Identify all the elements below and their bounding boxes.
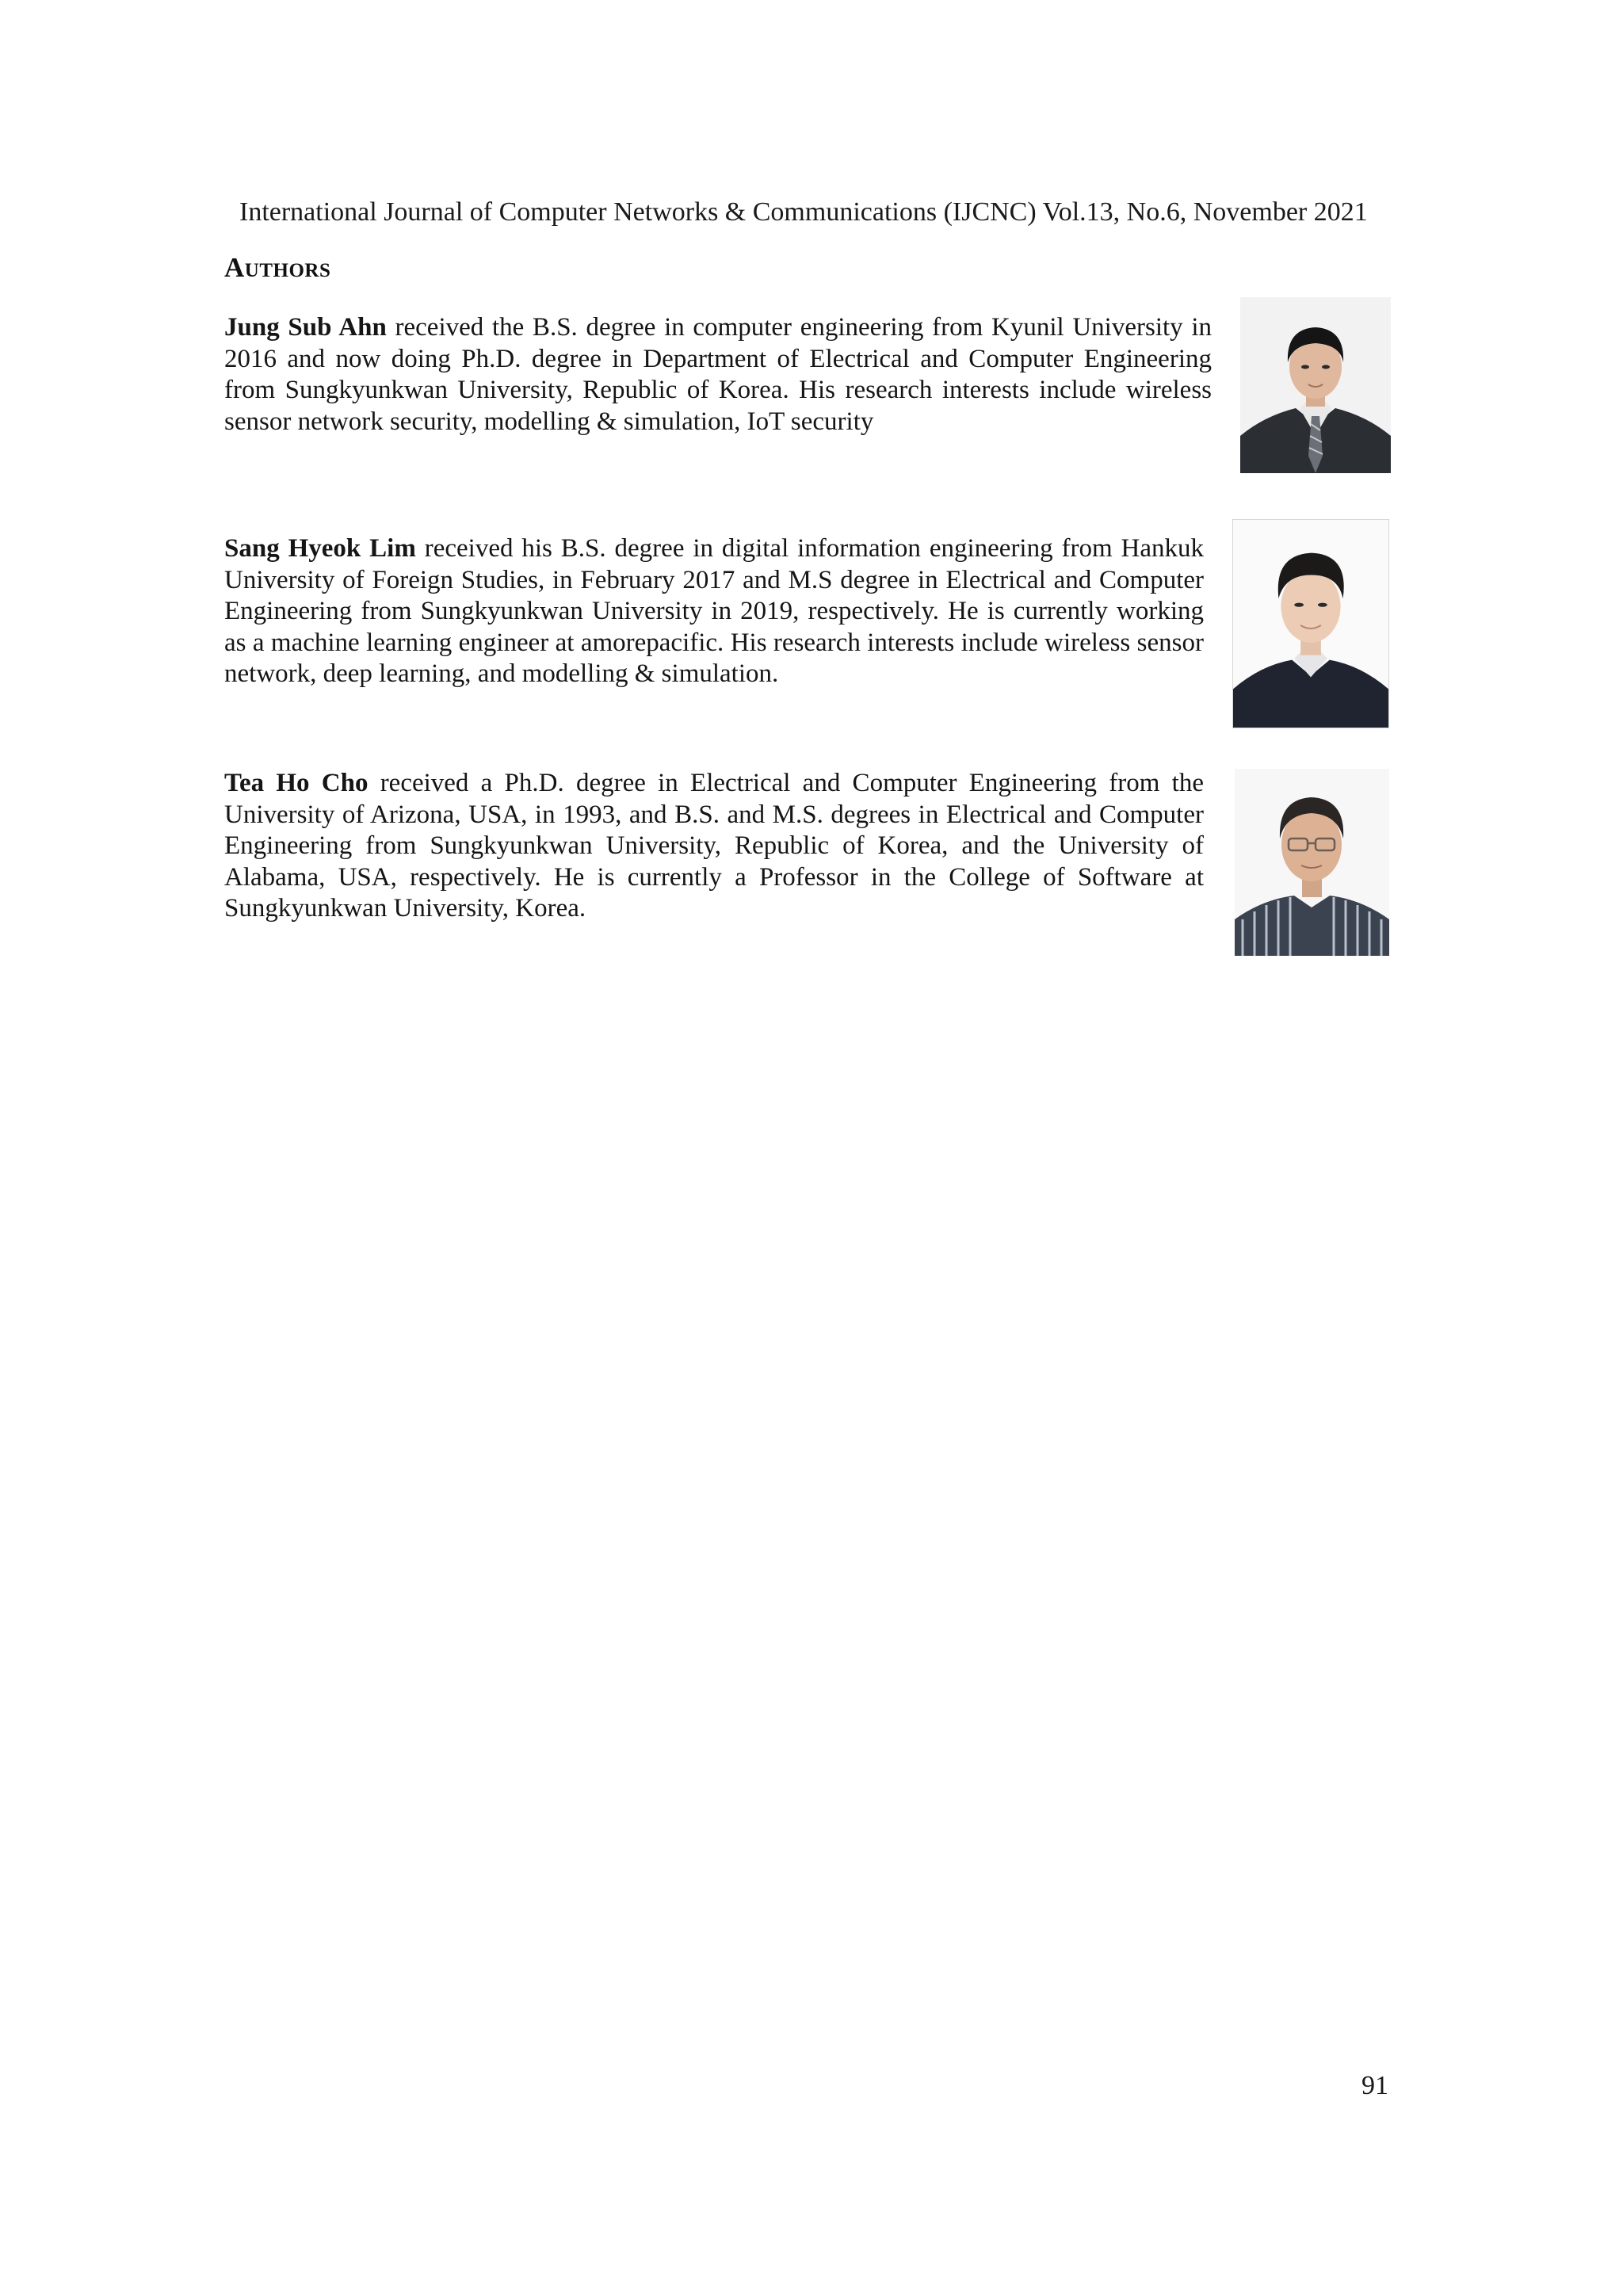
author-photo-ahn [1240,297,1391,473]
author-bio-cho [224,768,1204,925]
author-bio-text: received a Ph.D. degree in Electrical and Computer Engineering from the University of Arizona, USA, in 1993, and B.S. and M.S. degrees in Electrical and Computer Engineering from Sungkyunkwan University, Republic of Korea, and the University of Alabama, USA, respectively. He is currently a Professor in the College of Software at Sungkyunkwan University, Korea. [224,769,1204,923]
author-photo-cho [1235,769,1389,956]
author-name: Tea Ho Cho [224,769,369,797]
author-bio-text: received his B.S. degree in digital information engineering from Hankuk University of Foreign Studies, in February 2017 and M.S degree in Electrical and Computer Engineering from Sungkyunkwan University in 2019, respectively. He is currently working as a machine learning engineer at amorepacific. His research interests include wireless sensor network, deep learning, and modelling & simulation. [224,534,1205,688]
author-bio-ahn [224,312,1212,437]
author-name: Sang Hyeok Lim [224,534,416,563]
author-name: Jung Sub Ahn [224,313,387,342]
author-bio-lim [224,533,1204,690]
author-photo-lim [1232,519,1389,728]
section-title: Authors [224,252,331,283]
running-head: International Journal of Computer Networks & Communications (IJCNC) Vol.13, No.6, November 2021 [239,197,1368,227]
author-bio-text: received the B.S. degree in computer engineering from Kyunil University in 2016 and now doing Ph.D. degree in Department of Electrical and Computer Engineering from Sungkyunkwan University, Republic of Korea. His research interests include wireless sensor network security, modelling & simulation, IoT security [224,313,1212,436]
page-number: 91 [1361,2071,1388,2100]
